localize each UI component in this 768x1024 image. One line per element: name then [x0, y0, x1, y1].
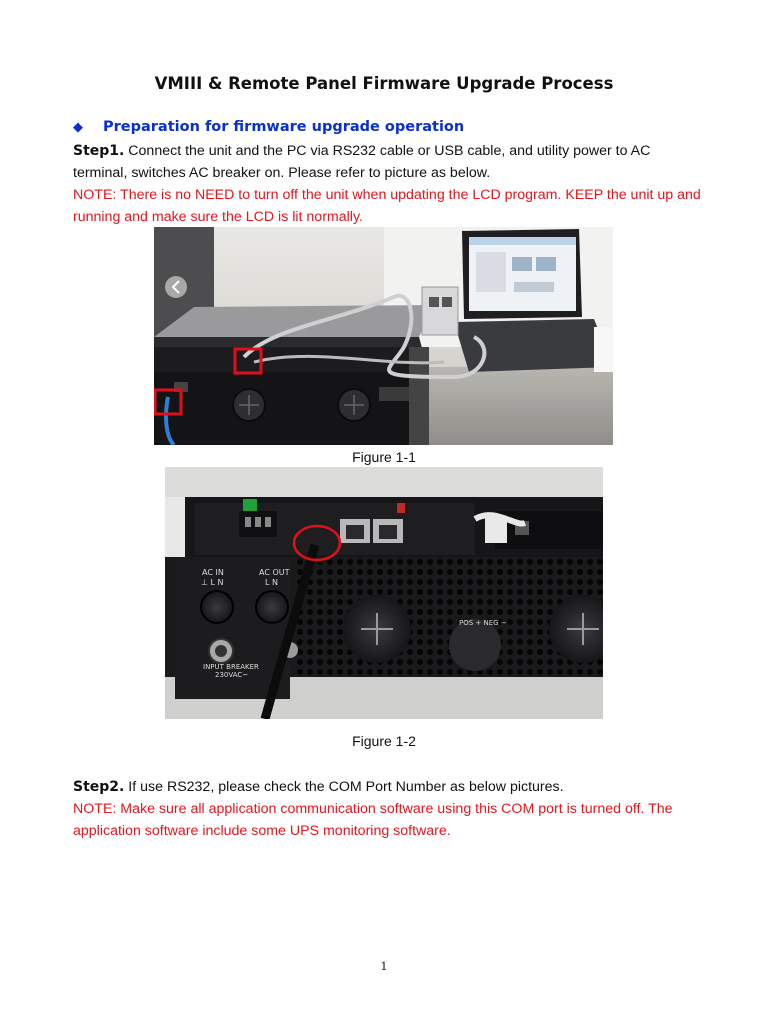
voltage-label: 230VAC~ — [215, 671, 249, 679]
section-heading — [73, 119, 464, 135]
figure-1-1-photo — [154, 227, 613, 445]
step2-note: NOTE: Make sure all application communication software using this COM port is turned off. The application software include some UPS monitoring software. — [73, 801, 673, 839]
figure-1-2-caption: Figure 1-2 — [352, 733, 416, 749]
figure-1-2-photo — [165, 467, 603, 719]
step1-label: Step1. — [73, 143, 125, 159]
step1-paragraph — [73, 140, 703, 184]
diamond-bullet-icon: ◆ — [73, 120, 83, 135]
step2-paragraph — [73, 776, 703, 798]
ac-out-label: AC OUT — [259, 568, 290, 577]
step2-label: Step2. — [73, 779, 125, 795]
section-heading-text: Preparation for firmware upgrade operation — [103, 119, 465, 135]
step1-text: Connect the unit and the PC via RS232 cable or USB cable, and utility power to AC terminal, switches AC breaker on. Please refer to picture as below. — [73, 143, 651, 181]
ac-out-sub-label: L N — [265, 578, 278, 587]
figure-1-1-caption: Figure 1-1 — [352, 449, 416, 465]
ac-in-label: AC IN — [202, 568, 224, 577]
pos-neg-label: POS + NEG − — [459, 619, 507, 627]
input-breaker-label: INPUT BREAKER — [203, 663, 259, 671]
page-number: 1 — [380, 960, 388, 973]
ac-in-sub-label: ⊥ L N — [201, 578, 224, 587]
step2-text: If use RS232, please check the COM Port Number as below pictures. — [124, 779, 564, 795]
step1-note: NOTE: There is no NEED to turn off the unit when updating the LCD program. KEEP the unit up and running and make sure the LCD is lit normally. — [73, 187, 701, 225]
page-title: VMIII & Remote Panel Firmware Upgrade Process — [154, 74, 614, 93]
